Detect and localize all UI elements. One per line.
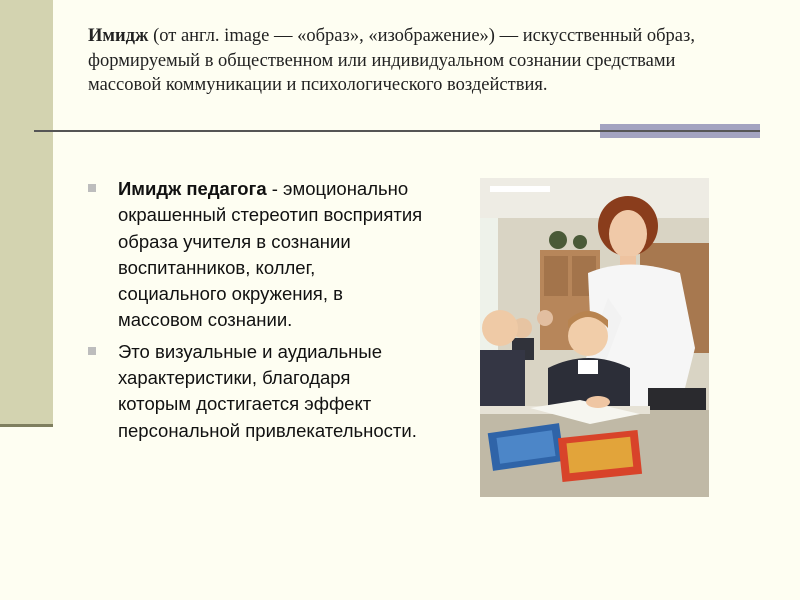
bullet-text: - эмоционально окрашенный стереотип восприятия образа учителя в сознании воспитанников, коллег, социального окружения, в массовом сознании.	[118, 178, 423, 331]
left-decorative-band	[0, 0, 53, 426]
title-divider-line	[34, 130, 600, 132]
classroom-photo-illustration	[480, 178, 709, 497]
title-definition: (от англ. image — «образ», «изображение») — искусственный образ, формируемый в общественном или индивидуальном сознании средствами массовой коммуникации и психологического воздействия.	[88, 26, 695, 95]
title-term: Имидж	[88, 26, 149, 46]
bullet-item-characteristics	[88, 339, 428, 444]
bullet-item-teacher-image	[88, 176, 428, 334]
title-divider-accent-rule	[600, 130, 760, 132]
classroom-photo	[480, 178, 709, 497]
square-bullet-icon	[88, 184, 96, 192]
bullet-term: Имидж педагога	[118, 178, 267, 199]
left-band-underline	[0, 424, 53, 427]
bullet-list	[88, 176, 428, 449]
square-bullet-icon	[88, 347, 96, 355]
bullet-text: Это визуальные и аудиальные характеристики, благодаря которым достигается эффект персональной привлекательности.	[118, 340, 417, 441]
slide-title	[88, 24, 738, 98]
